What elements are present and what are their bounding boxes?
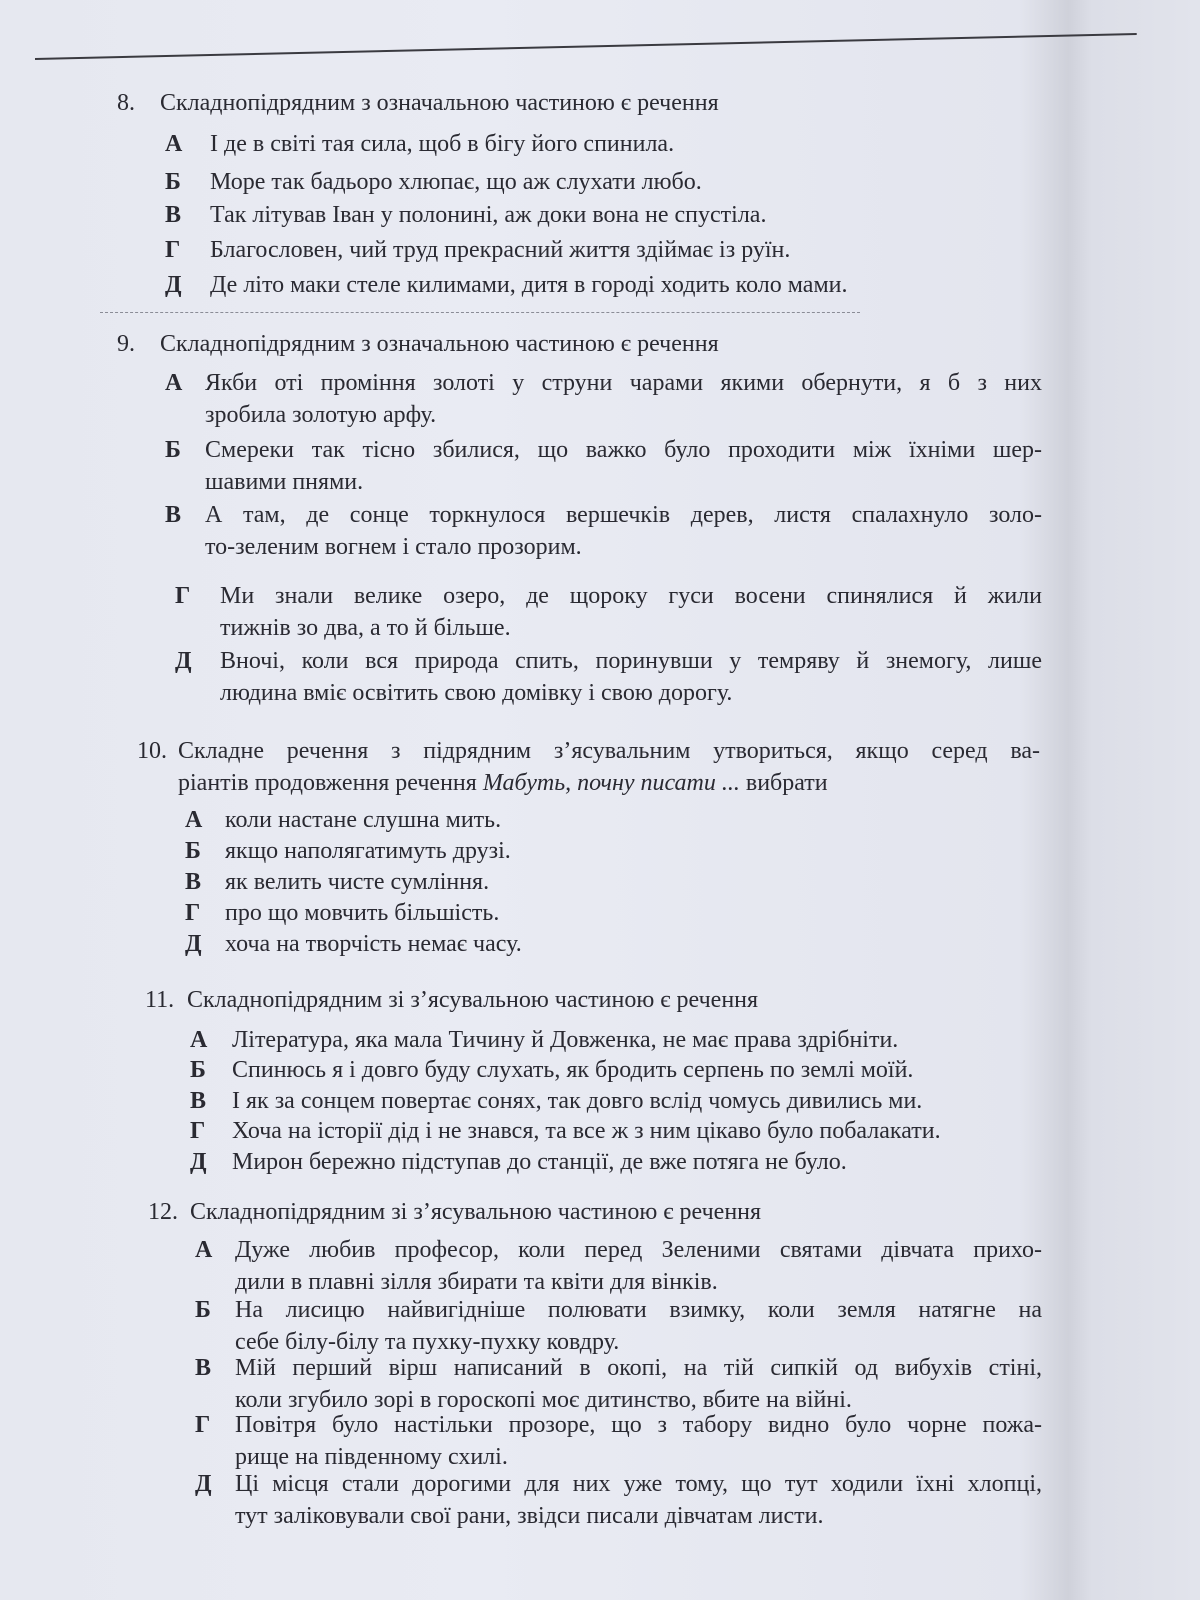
option-line: то-зеленим вогнем і стало прозорим. [205, 534, 582, 560]
option-line: Мій перший вірш написаний в окопі, на тій сипкій од вибухів стіні, [235, 1355, 1042, 1381]
option-letter: Б [165, 437, 181, 463]
option-line: про що мовчить більшість. [225, 900, 500, 926]
separator [100, 312, 860, 314]
question-number: 12. [148, 1199, 178, 1225]
title-text: ріантів продовження речення [178, 770, 483, 796]
option-text [235, 1468, 1042, 1532]
option-text [232, 1085, 1042, 1117]
option-line: А там, де сонце торкнулося вершечків дерев, листя спалахнуло золо- [205, 502, 1042, 528]
question-title-line-1: Складне речення з підрядним з’ясувальним утвориться, якщо серед ва- [178, 738, 1040, 764]
option-letter: Г [175, 583, 191, 609]
option-text [210, 199, 1042, 231]
option-text [210, 234, 1042, 266]
option-letter: В [165, 202, 182, 228]
option-text [225, 897, 1042, 929]
option-letter: Б [195, 1297, 211, 1323]
option-letter: Д [175, 648, 192, 674]
option-line: Дуже любив професор, коли перед Зеленими святами дівчата прихо- [235, 1237, 1042, 1263]
option-line: рище на південному схилі. [235, 1444, 508, 1470]
option-letter: Д [190, 1149, 207, 1175]
option-line: себе білу-білу та пухку-пухку ковдру. [235, 1329, 620, 1355]
option-text [232, 1054, 1042, 1086]
option-line: Де літо маки стеле килимами, дитя в городі ходить коло мами. [210, 272, 848, 298]
option-line: дили в плавні зілля збирати та квіти для вінків. [235, 1269, 718, 1295]
option-line: На лисицю найвигідніше полювати взимку, коли земля натягне на [235, 1297, 1042, 1323]
option-text [235, 1352, 1042, 1416]
option-letter: Б [165, 169, 181, 195]
option-line: Ми знали велике озеро, де щороку гуси восени спинялися й жили [220, 583, 1042, 609]
option-text [225, 804, 1042, 836]
option-text [232, 1024, 1042, 1056]
question-title: Складнопідрядним з означальною частиною є речення [160, 331, 719, 357]
option-text [235, 1409, 1042, 1473]
option-letter: А [185, 807, 203, 833]
option-text [205, 367, 1042, 431]
top-rule [35, 33, 1137, 60]
option-letter: Д [165, 272, 182, 298]
option-text [235, 1294, 1042, 1358]
option-text [235, 1234, 1042, 1298]
question-number: 9. [117, 331, 135, 357]
option-line: Так літував Іван у полонині, аж доки вона не спустіла. [210, 202, 767, 228]
question-title-line-2 [178, 767, 828, 799]
option-letter: Д [185, 931, 202, 957]
option-line: хоча на творчість немає часу. [225, 931, 522, 957]
option-line: як велить чисте сумління. [225, 869, 490, 895]
option-letter: Д [195, 1471, 212, 1497]
option-line: Хоча на історії дід і не знався, та все ж з ним цікаво було побалакати. [232, 1118, 941, 1144]
option-line: Море так бадьоро хлюпає, що аж слухати любо. [210, 169, 702, 195]
option-letter: Г [165, 237, 181, 263]
option-text [232, 1115, 1042, 1147]
option-letter: Г [195, 1412, 211, 1438]
option-line: Спинюсь я і довго буду слухать, як бродить серпень по землі моїй. [232, 1057, 914, 1083]
option-letter: В [165, 502, 182, 528]
option-text [225, 928, 1042, 960]
option-text [205, 434, 1042, 498]
option-line: тут заліковували свої рани, звідси писали дівчатам листи. [235, 1503, 824, 1529]
option-text [220, 645, 1042, 709]
option-letter: А [195, 1237, 213, 1263]
option-line: І де в світі тая сила, щоб в бігу його спинила. [210, 131, 675, 157]
option-letter: А [190, 1027, 208, 1053]
option-text [220, 580, 1042, 644]
option-letter: В [185, 869, 202, 895]
option-line: Мирон бережно підступав до станції, де вже потяга не було. [232, 1149, 847, 1175]
option-letter: В [195, 1355, 212, 1381]
option-line: зробила золотую арфу. [205, 402, 437, 428]
option-line: якщо наполягатимуть друзі. [225, 838, 511, 864]
option-line: Вночі, коли вся природа спить, поринувши у темряву й знемогу, лише [220, 648, 1042, 674]
option-letter: В [190, 1088, 207, 1114]
option-text [232, 1146, 1042, 1178]
option-text [225, 835, 1042, 867]
option-letter: Г [190, 1118, 206, 1144]
option-line: тижнів зо два, а то й більше. [220, 615, 511, 641]
option-line: Література, яка мала Тичину й Довженка, не має права здрібніти. [232, 1027, 899, 1053]
option-line: людина вміє освітить свою домівку і свою дорогу. [220, 680, 733, 706]
option-letter: Б [190, 1057, 206, 1083]
option-text [210, 166, 1042, 198]
example-sentence: Мабуть, почну писати ... [482, 770, 740, 796]
option-line: Благословен, чий труд прекрасний життя здіймає із руїн. [210, 237, 791, 263]
title-text: вибрати [739, 770, 828, 796]
option-text [210, 269, 1042, 301]
option-letter: Г [185, 900, 201, 926]
question-number: 10. [137, 738, 167, 764]
option-line: коли настане слушна мить. [225, 807, 502, 833]
option-line: І як за сонцем повертає сонях, так довго вслід чомусь дивились ми. [232, 1088, 923, 1114]
option-line: Ці місця стали дорогими для них уже тому, що тут ходили їхні хлопці, [235, 1471, 1042, 1497]
question-number: 8. [117, 90, 135, 116]
option-line: Якби оті проміння золоті у струни чарами якими обернути, я б з них [205, 370, 1042, 396]
option-text [225, 866, 1042, 898]
option-text [205, 499, 1042, 563]
option-letter: Б [185, 838, 201, 864]
option-line: шавими пнями. [205, 469, 364, 495]
option-text [210, 128, 1042, 160]
option-line: коли згубило зорі в гороскопі моє дитинство, вбите на війні. [235, 1387, 852, 1413]
question-title: Складнопідрядним з означальною частиною є речення [160, 90, 719, 116]
question-number: 11. [145, 987, 175, 1013]
option-line: Смереки так тісно збилися, що важко було проходити між їхніми шер- [205, 437, 1042, 463]
question-title: Складнопідрядним зі з’ясувальною частиною є речення [190, 1199, 762, 1225]
option-line: Повітря було настільки прозоре, що з табору видно було чорне пожа- [235, 1412, 1042, 1438]
option-letter: А [165, 370, 183, 396]
question-title: Складнопідрядним зі з’ясувальною частиною є речення [187, 987, 759, 1013]
option-letter: А [165, 131, 183, 157]
